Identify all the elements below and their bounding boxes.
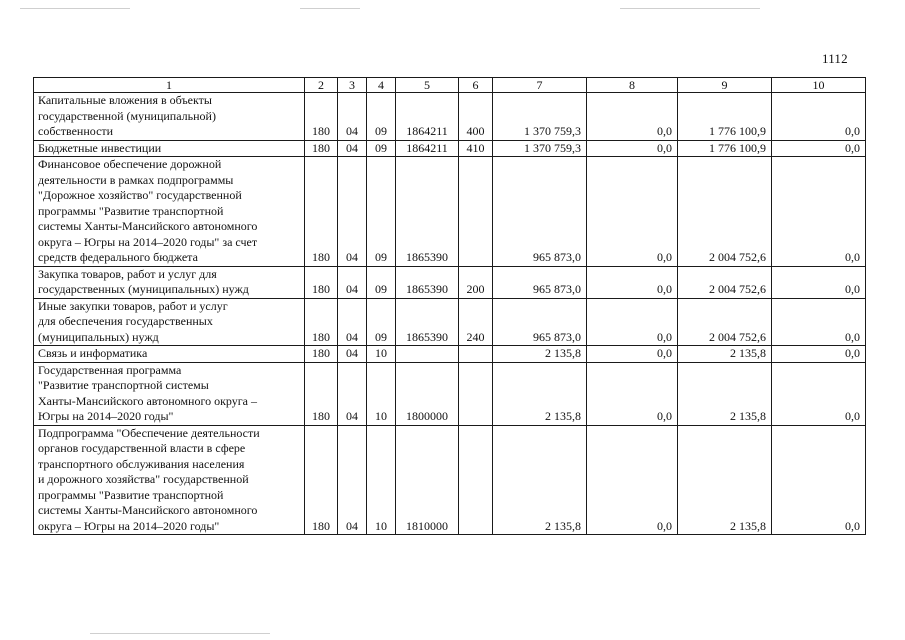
amount-col8: 0,0 <box>587 140 678 157</box>
row-name: Подпрограмма "Обеспечение деятельности органов государственной власти в сфере транспортного обслуживания населения и дорожного хозяйства" государственной программы "Развитие транспортной системы Ханты-Мансийского автономного округа – Югры на 2014–2020 годы" <box>34 425 305 535</box>
column-header: 8 <box>587 78 678 93</box>
amount-col7: 1 370 759,3 <box>493 140 587 157</box>
table-row <box>34 346 866 363</box>
amount-col7: 2 135,8 <box>493 362 587 425</box>
target-article-code: 1800000 <box>396 362 459 425</box>
column-header: 3 <box>338 78 367 93</box>
section-code: 04 <box>338 362 367 425</box>
table-row <box>34 157 866 267</box>
column-header: 4 <box>367 78 396 93</box>
amount-col10: 0,0 <box>772 425 866 535</box>
column-header: 7 <box>493 78 587 93</box>
section-code: 04 <box>338 346 367 363</box>
amount-col7: 2 135,8 <box>493 425 587 535</box>
header-row <box>34 78 866 93</box>
table-row <box>34 93 866 141</box>
amount-col8: 0,0 <box>587 266 678 298</box>
amount-col10: 0,0 <box>772 362 866 425</box>
amount-col8: 0,0 <box>587 157 678 267</box>
amount-col10: 0,0 <box>772 298 866 346</box>
expense-type-code: 410 <box>459 140 493 157</box>
table-row <box>34 140 866 157</box>
ministry-code: 180 <box>305 157 338 267</box>
amount-col10: 0,0 <box>772 266 866 298</box>
subsection-code: 09 <box>367 266 396 298</box>
amount-col7: 965 873,0 <box>493 298 587 346</box>
budget-table <box>33 77 866 535</box>
scan-artifact <box>90 633 270 634</box>
subsection-code: 10 <box>367 362 396 425</box>
ministry-code: 180 <box>305 346 338 363</box>
ministry-code: 180 <box>305 93 338 141</box>
subsection-code: 09 <box>367 157 396 267</box>
amount-col10: 0,0 <box>772 346 866 363</box>
row-name: Финансовое обеспечение дорожной деятельности в рамках подпрограммы "Дорожное хозяйство" государственной программы "Развитие транспортной системы Ханты-Мансийского автономного округа – Югры на 2014–2020 годы" за счет средств федерального бюджета <box>34 157 305 267</box>
row-name: Государственная программа "Развитие транспортной системы Ханты-Мансийского автономного округа – Югры на 2014–2020 годы" <box>34 362 305 425</box>
column-header: 5 <box>396 78 459 93</box>
section-code: 04 <box>338 425 367 535</box>
target-article-code: 1864211 <box>396 93 459 141</box>
target-article-code <box>396 346 459 363</box>
expense-type-code <box>459 362 493 425</box>
amount-col9: 2 135,8 <box>678 425 772 535</box>
amount-col9: 2 004 752,6 <box>678 266 772 298</box>
ministry-code: 180 <box>305 425 338 535</box>
amount-col10: 0,0 <box>772 93 866 141</box>
amount-col7: 965 873,0 <box>493 157 587 267</box>
expense-type-code <box>459 346 493 363</box>
row-name: Бюджетные инвестиции <box>34 140 305 157</box>
ministry-code: 180 <box>305 140 338 157</box>
subsection-code: 09 <box>367 140 396 157</box>
row-name: Иные закупки товаров, работ и услуг для обеспечения государственных (муниципальных) нужд <box>34 298 305 346</box>
section-code: 04 <box>338 93 367 141</box>
amount-col9: 2 135,8 <box>678 362 772 425</box>
amount-col9: 1 776 100,9 <box>678 93 772 141</box>
target-article-code: 1865390 <box>396 298 459 346</box>
column-header: 10 <box>772 78 866 93</box>
scan-artifact <box>300 8 360 9</box>
subsection-code: 10 <box>367 425 396 535</box>
target-article-code: 1865390 <box>396 157 459 267</box>
table-row <box>34 298 866 346</box>
subsection-code: 10 <box>367 346 396 363</box>
row-name: Капитальные вложения в объекты государственной (муниципальной) собственности <box>34 93 305 141</box>
amount-col7: 965 873,0 <box>493 266 587 298</box>
amount-col7: 2 135,8 <box>493 346 587 363</box>
table-row <box>34 425 866 535</box>
section-code: 04 <box>338 266 367 298</box>
amount-col9: 2 004 752,6 <box>678 298 772 346</box>
expense-type-code: 400 <box>459 93 493 141</box>
amount-col9: 2 004 752,6 <box>678 157 772 267</box>
amount-col7: 1 370 759,3 <box>493 93 587 141</box>
scan-artifact <box>20 8 130 9</box>
target-article-code: 1810000 <box>396 425 459 535</box>
amount-col8: 0,0 <box>587 298 678 346</box>
column-header: 1 <box>34 78 305 93</box>
subsection-code: 09 <box>367 93 396 141</box>
scan-artifact <box>620 8 760 9</box>
section-code: 04 <box>338 157 367 267</box>
ministry-code: 180 <box>305 362 338 425</box>
column-header: 2 <box>305 78 338 93</box>
ministry-code: 180 <box>305 298 338 346</box>
table-row <box>34 266 866 298</box>
target-article-code: 1865390 <box>396 266 459 298</box>
section-code: 04 <box>338 140 367 157</box>
amount-col9: 1 776 100,9 <box>678 140 772 157</box>
amount-col9: 2 135,8 <box>678 346 772 363</box>
subsection-code: 09 <box>367 298 396 346</box>
target-article-code: 1864211 <box>396 140 459 157</box>
expense-type-code <box>459 425 493 535</box>
amount-col10: 0,0 <box>772 140 866 157</box>
expense-type-code: 200 <box>459 266 493 298</box>
section-code: 04 <box>338 298 367 346</box>
amount-col10: 0,0 <box>772 157 866 267</box>
amount-col8: 0,0 <box>587 425 678 535</box>
table-row <box>34 362 866 425</box>
amount-col8: 0,0 <box>587 362 678 425</box>
column-header: 9 <box>678 78 772 93</box>
expense-type-code: 240 <box>459 298 493 346</box>
amount-col8: 0,0 <box>587 93 678 141</box>
page-number: 1112 <box>822 51 848 66</box>
row-name: Связь и информатика <box>34 346 305 363</box>
ministry-code: 180 <box>305 266 338 298</box>
row-name: Закупка товаров, работ и услуг для государственных (муниципальных) нужд <box>34 266 305 298</box>
expense-type-code <box>459 157 493 267</box>
amount-col8: 0,0 <box>587 346 678 363</box>
column-header: 6 <box>459 78 493 93</box>
